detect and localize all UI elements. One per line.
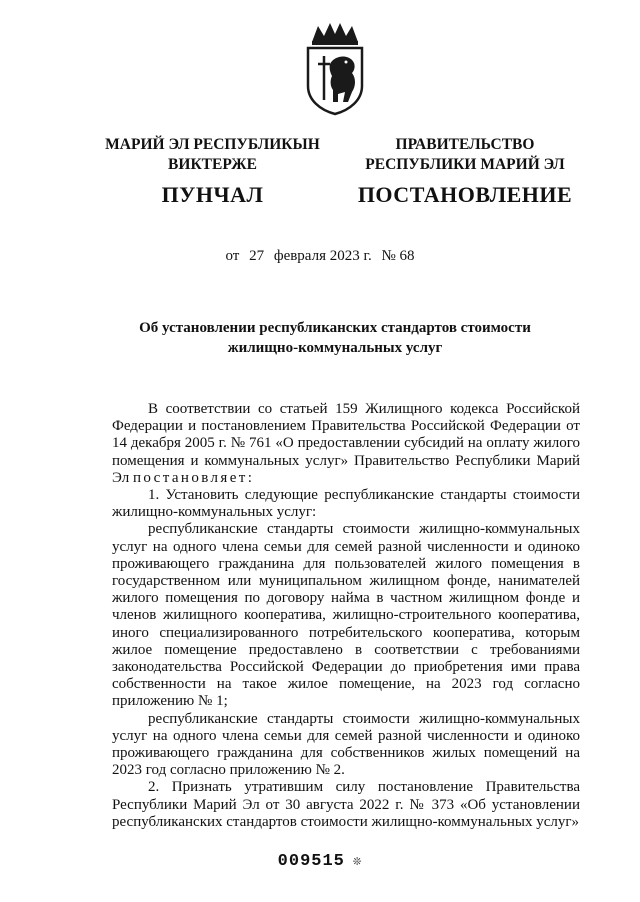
paragraph-preamble <box>112 401 580 487</box>
date-line <box>0 248 640 265</box>
paragraph-item-2: 2. Признать утратившим силу постановление Правительства Республики Марий Эл от 30 августа 2022 г. № 373 «Об установлении республиканских стандартов стоимости жилищно-коммунальных услуг» <box>112 779 580 830</box>
ornament-mark: ❊ <box>352 854 363 870</box>
paragraph-item-1: 1. Установить следующие республиканские стандарты стоимости жилищно-коммунальных услуг: <box>112 487 580 521</box>
serial-number: 009515 <box>277 852 345 871</box>
document-title <box>130 318 540 358</box>
serial-number-footer <box>0 852 640 871</box>
document-number: № 68 <box>381 248 415 264</box>
header-left-block <box>100 135 325 209</box>
date-prefix: от <box>225 248 240 264</box>
coat-of-arms-icon <box>300 20 370 116</box>
title-line2: жилищно-коммунальных услуг <box>227 340 443 356</box>
preamble-text: В соответствии со статьей 159 Жилищного кодекса Российской Федерации и постановлением Правительства Российской Федерации от 14 декабря 2005 г. № 761 «О предоставлении субсидий на оплату жилого помещения и коммунальных услуг» Правительство Республики Марий Эл <box>112 401 580 486</box>
title-line1: Об установлении республиканских стандартов стоимости <box>139 320 531 336</box>
header-right-doc-type: ПОСТАНОВЛЕНИЕ <box>357 182 573 207</box>
header-left-doc-type: ПУНЧАЛ <box>161 182 264 207</box>
header-right-line1: ПРАВИТЕЛЬСТВО <box>395 136 535 153</box>
paragraph-standards-users: республиканские стандарты стоимости жилищно-коммунальных услуг на одного члена семьи для семей разной численности и одиноко проживающего гражданина для пользователей жилого помещения в государственном или муниципальном жилищном фонде, нанимателей жилого помещения по договору найма в частном жилищном фонде и членов жилищного кооператива, жилищно-строительного кооператива, иного специализированного потребительского кооператива, которым жилое помещение предоставлено в соответствии с требованиями законодательства Российской Федерации до приобретения ими права собственности на такое жилое помещение, на 2023 год согласно приложению № 1; <box>112 521 580 710</box>
header-left-line2: ВИКТЕРЖЕ <box>168 156 257 173</box>
document-body <box>112 401 580 831</box>
header-left-line1: МАРИЙ ЭЛ РЕСПУБЛИКЫН <box>105 136 320 153</box>
paragraph-standards-owners: республиканские стандарты стоимости жилищно-коммунальных услуг на одного члена семьи для семей разной численности и одиноко проживающего гражданина для собственников жилых помещений на 2023 год согласно приложению № 2. <box>112 710 580 779</box>
decree-word: постановляет: <box>132 469 255 486</box>
header-right-block <box>355 135 575 209</box>
date-month-year: февраля 2023 г. <box>273 248 372 264</box>
date-day: 27 <box>249 248 265 264</box>
header-right-line2: РЕСПУБЛИКИ МАРИЙ ЭЛ <box>365 156 565 173</box>
